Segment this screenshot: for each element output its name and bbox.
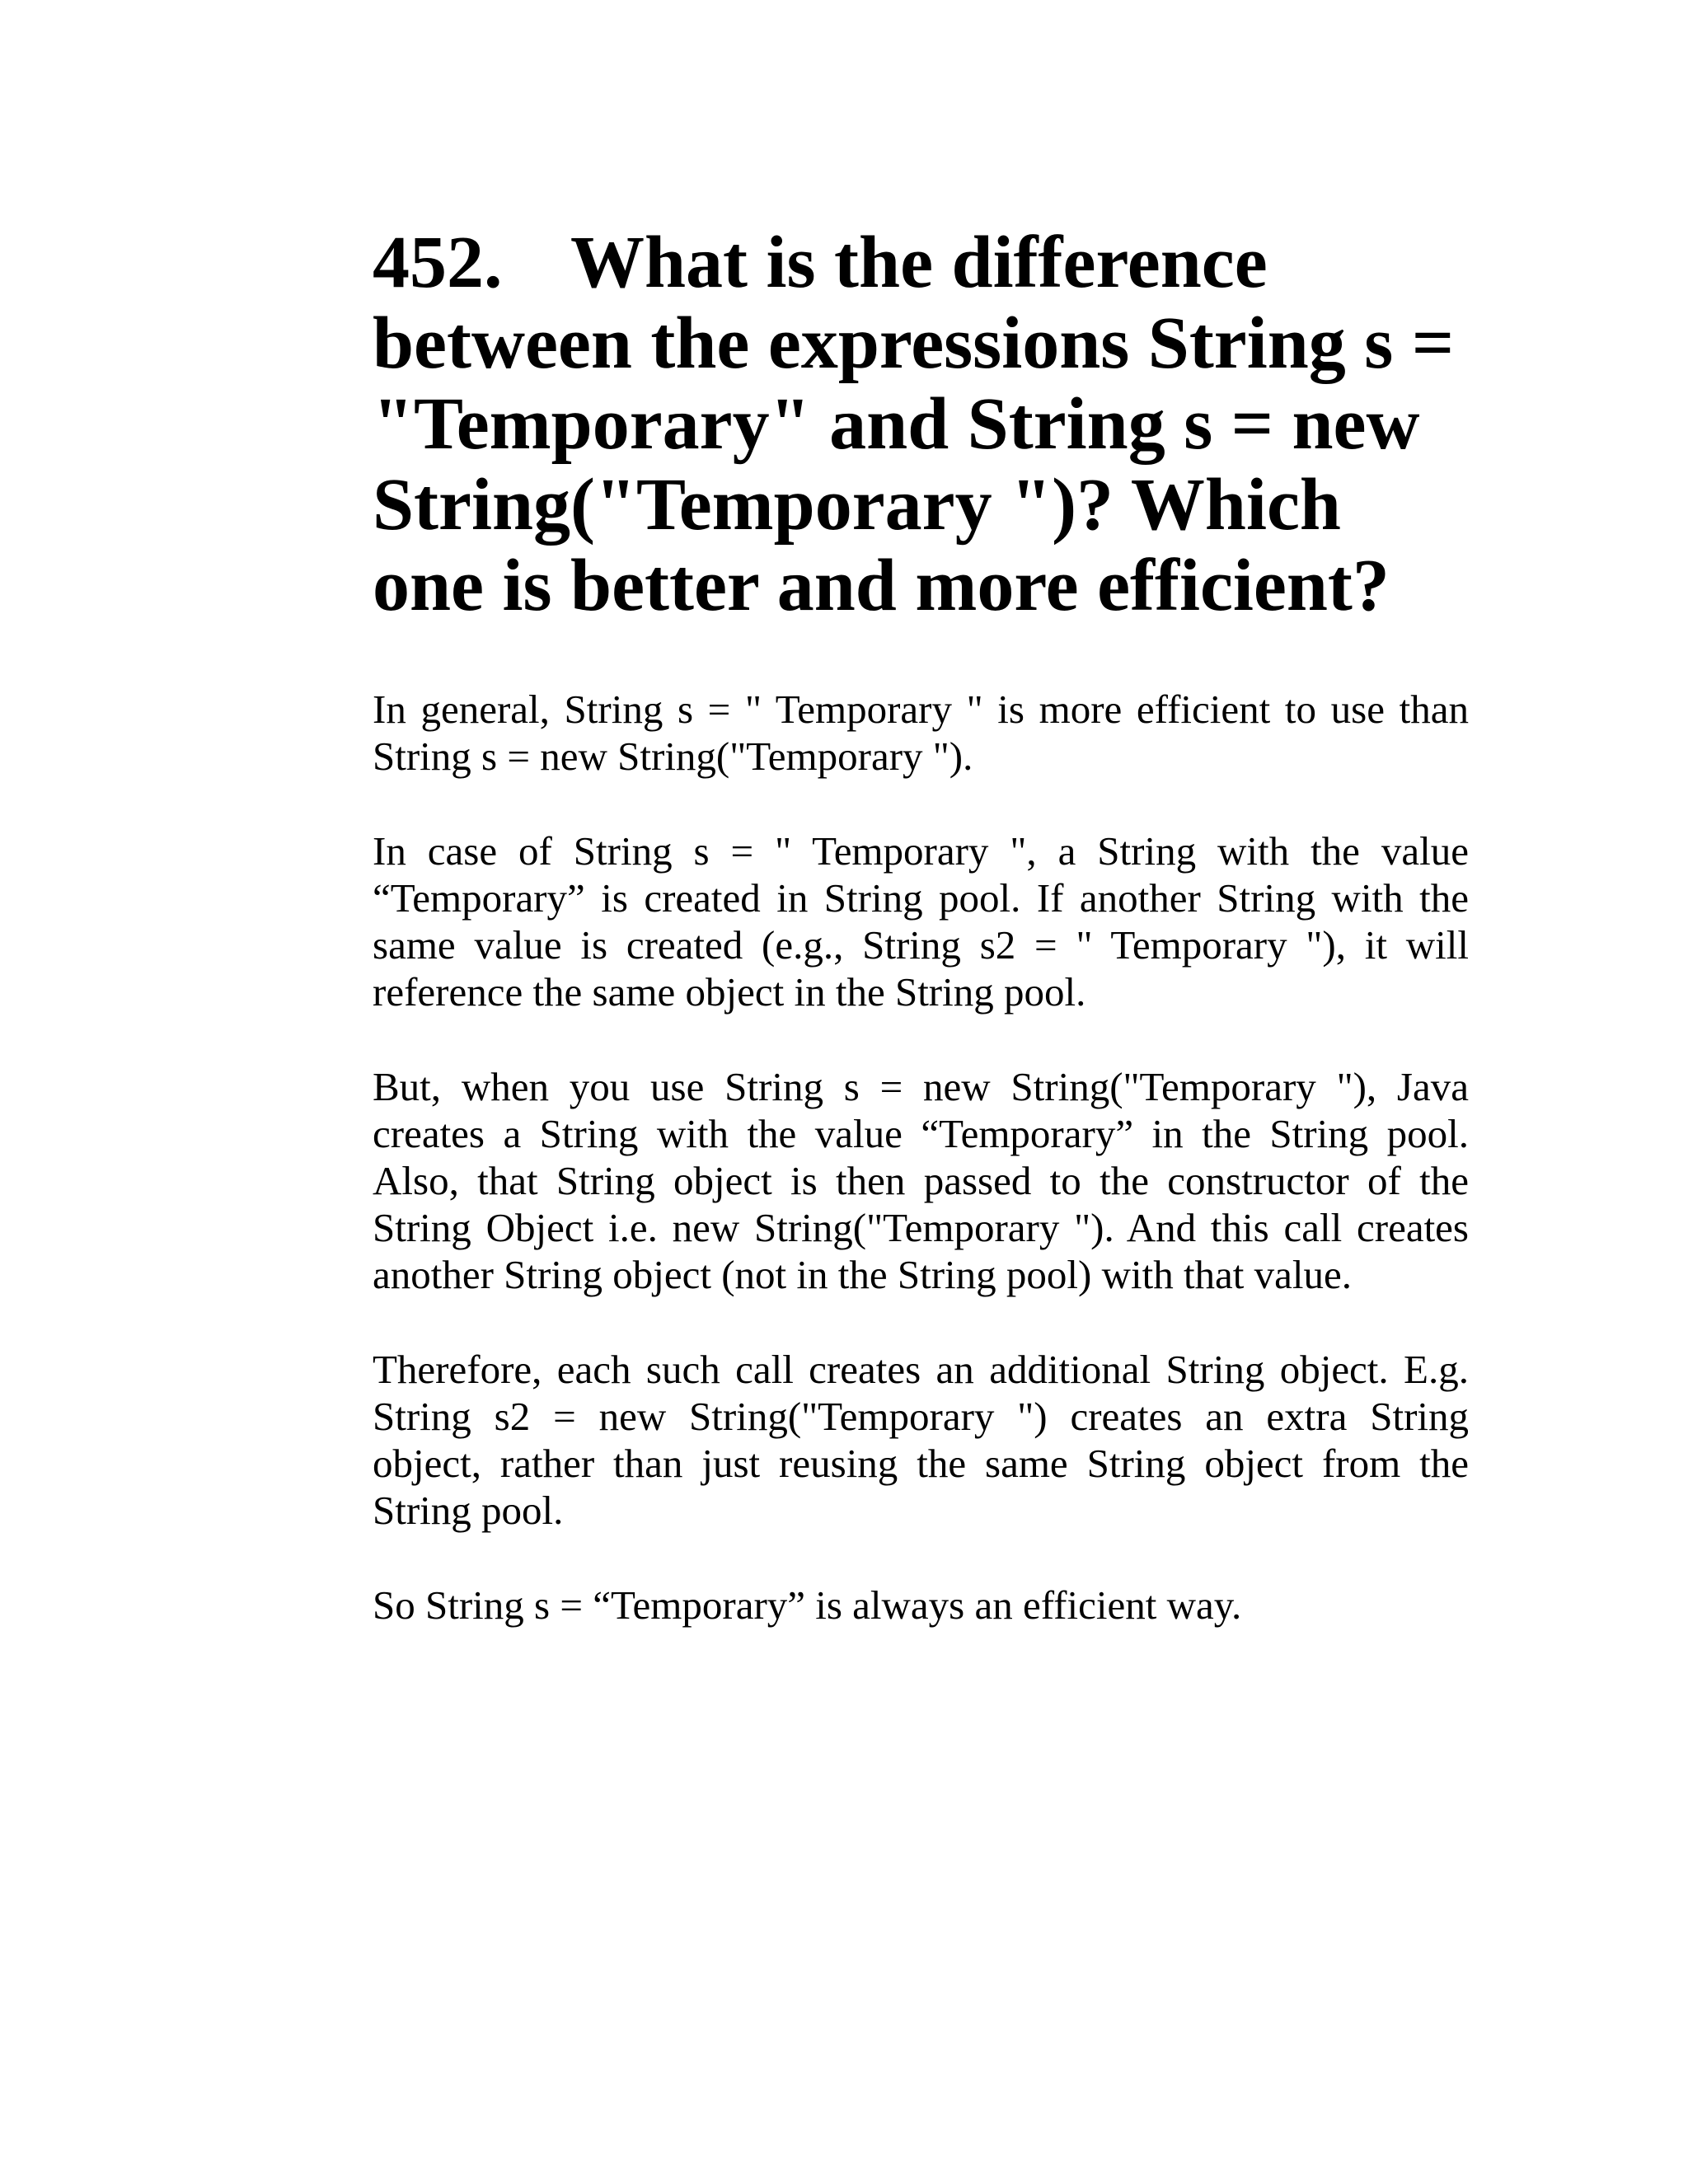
question-heading xyxy=(373,223,1469,626)
answer-paragraph: But, when you use String s = new String("Temporary "), Java creates a String with the value “Temporary” in the String pool. Also, that String object is then passed to the constructor of the String Object i.e. new String("Temporary "). And this call creates another String object (not in the String pool) with that value. xyxy=(373,1064,1469,1297)
answer-conclusion: So String s = “Temporary” is always an efficient way. xyxy=(373,1582,1242,1628)
answer-body xyxy=(373,686,1469,1629)
question-number: 452. xyxy=(373,222,503,303)
answer-paragraph: Therefore, each such call creates an additional String object. E.g. String s2 = new String("Temporary ") creates an extra String object, rather than just reusing the same String object from the String pool. xyxy=(373,1347,1469,1533)
answer-paragraph: In case of String s = " Temporary ", a String with the value “Temporary” is created in String pool. If another String with the same value is created (e.g., String s2 = " Temporary "), it will reference the same object in the String pool. xyxy=(373,828,1469,1015)
question-title: What is the difference between the expressions String s = "Temporary" and String s = new String("Temporary ")? Which one is better and more efficient? xyxy=(373,222,1455,626)
document-page xyxy=(373,223,1469,1676)
answer-paragraph: In general, String s = " Temporary " is more efficient to use than String s = new String("Temporary "). xyxy=(373,687,1469,779)
